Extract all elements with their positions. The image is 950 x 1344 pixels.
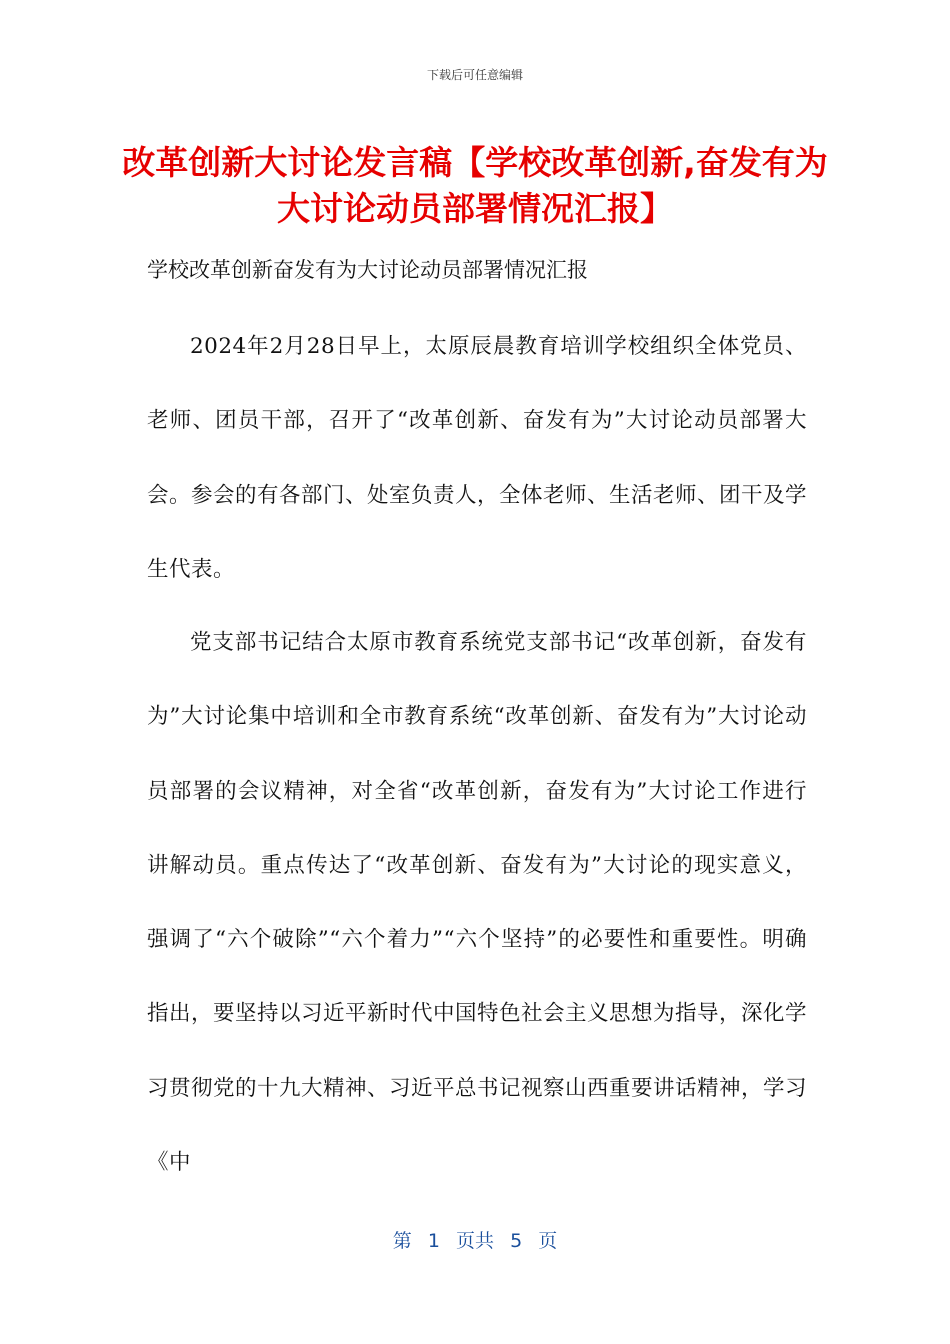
document-title: 改革创新大讨论发言稿【学校改革创新,奋发有为大讨论动员部署情况汇报】: [122, 143, 828, 228]
page-footer: [0, 1226, 950, 1253]
page-number-label: 第 1 页共 5 页: [392, 1230, 558, 1252]
document-subtitle: 学校改革创新奋发有为大讨论动员部署情况汇报: [147, 258, 588, 282]
body-paragraph: 2024年2月28日早上，太原辰晨教育培训学校组织全体党员、老师、团员干部，召开了“改革创新、奋发有为”大讨论动员部署大会。参会的有各部门、处室负责人，全体老师、生活老师、团干及学生代表。: [147, 334, 808, 582]
header-note: 下载后可任意编辑: [426, 68, 523, 82]
body-paragraph: 党支部书记结合太原市教育系统党支部书记“改革创新，奋发有为”大讨论集中培训和全市教育系统“改革创新、奋发有为”大讨论动员部署的会议精神，对全省“改革创新，奋发有为”大讨论工作进行讲解动员。重点传达了“改革创新、奋发有为”大讨论的现实意义，强调了“六个破除”“六个着力”“六个坚持”的必要性和重要性。明确指出，要坚持以习近平新时代中国特色社会主义思想为指导，深化学习贯彻党的十九大精神、习近平总书记视察山西重要讲话精神，学习《中: [147, 630, 808, 1176]
